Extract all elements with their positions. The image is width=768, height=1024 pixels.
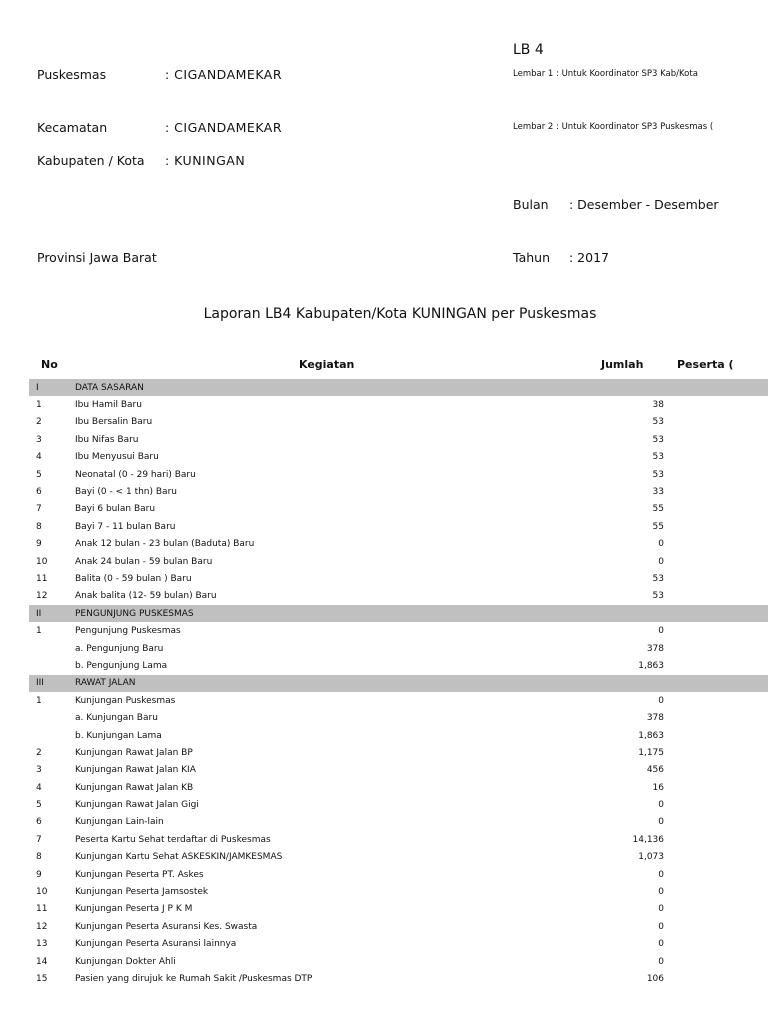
row-kegiatan: Kunjungan Puskesmas (75, 695, 176, 706)
row-jumlah: 378 (646, 713, 664, 724)
row-number: 2 (36, 417, 42, 428)
column-header-jumlah: Jumlah (601, 358, 644, 371)
row-number (29, 709, 75, 726)
row-peserta (664, 762, 768, 779)
row-number: 2 (36, 747, 42, 758)
table-row (29, 692, 768, 709)
row-kegiatan: Ibu Menyusui Baru (75, 452, 159, 463)
table-row (29, 570, 768, 587)
row-number: 11 (36, 573, 48, 584)
kabupaten-value: : KUNINGAN (165, 153, 246, 168)
table-row (29, 640, 768, 657)
table-row (29, 553, 768, 570)
row-number: 10 (36, 887, 48, 898)
row-kegiatan: Peserta Kartu Sehat terdaftar di Puskesmas (75, 834, 271, 845)
row-number: 1 (36, 695, 42, 706)
table-row (29, 536, 768, 553)
row-number: 8 (36, 852, 42, 863)
table-row (29, 831, 768, 848)
row-peserta (664, 675, 768, 692)
row-peserta (664, 866, 768, 883)
row-peserta (664, 883, 768, 900)
table-row (29, 431, 768, 448)
row-peserta (664, 918, 768, 935)
row-jumlah: 53 (652, 452, 664, 463)
row-kegiatan: Kunjungan Rawat Jalan BP (75, 747, 193, 758)
row-jumlah: 456 (646, 765, 664, 776)
row-peserta (664, 657, 768, 674)
bulan-value: : Desember - Desember (569, 197, 719, 212)
table-row (29, 588, 768, 605)
row-jumlah: 55 (652, 521, 664, 532)
row-number: 1 (36, 400, 42, 411)
row-kegiatan: a. Pengunjung Baru (75, 643, 164, 654)
puskesmas-value: : CIGANDAMEKAR (165, 67, 283, 82)
row-kegiatan: Ibu Bersalin Baru (75, 417, 153, 428)
row-peserta (664, 901, 768, 918)
row-kegiatan: Kunjungan Rawat Jalan Gigi (75, 800, 199, 811)
row-number (29, 727, 75, 744)
row-number: 9 (36, 869, 42, 880)
row-kegiatan: Kunjungan Peserta Jamsostek (75, 887, 209, 898)
table-row (29, 883, 768, 900)
column-header-peserta: Peserta ( (677, 358, 734, 371)
row-kegiatan: Bayi (0 - < 1 thn) Baru (75, 487, 177, 498)
table-row (29, 866, 768, 883)
table-row (29, 622, 768, 639)
row-peserta (664, 588, 768, 605)
row-peserta (664, 501, 768, 518)
row-peserta (664, 622, 768, 639)
table-row (29, 849, 768, 866)
row-kegiatan: Pengunjung Puskesmas (75, 626, 181, 637)
row-number: 5 (36, 469, 42, 480)
row-peserta (664, 431, 768, 448)
row-kegiatan: Anak 24 bulan - 59 bulan Baru (75, 556, 213, 567)
row-kegiatan: Kunjungan Dokter Ahli (75, 956, 176, 967)
row-peserta (664, 379, 768, 396)
row-jumlah: 0 (658, 695, 664, 706)
lembar-1-note: Lembar 1 : Untuk Koordinator SP3 Kab/Kota (513, 69, 698, 79)
row-kegiatan: Kunjungan Peserta Asuransi Kes. Swasta (75, 921, 258, 932)
row-peserta (664, 570, 768, 587)
row-peserta (664, 536, 768, 553)
table-row (29, 936, 768, 953)
section-row (29, 675, 768, 692)
row-jumlah: 14,136 (632, 834, 664, 845)
row-jumlah: 1,863 (638, 660, 664, 671)
row-kegiatan: Ibu Hamil Baru (75, 400, 142, 411)
row-jumlah: 53 (652, 417, 664, 428)
row-jumlah: 0 (658, 939, 664, 950)
row-number: 3 (36, 434, 42, 445)
table-row (29, 483, 768, 500)
table-row (29, 501, 768, 518)
table-row (29, 709, 768, 726)
table-row (29, 518, 768, 535)
row-kegiatan: b. Pengunjung Lama (75, 660, 168, 671)
row-jumlah: 1,175 (638, 747, 664, 758)
row-jumlah: 0 (658, 887, 664, 898)
row-number: 7 (36, 504, 42, 515)
row-jumlah: 0 (658, 539, 664, 550)
row-jumlah (575, 605, 664, 622)
row-jumlah: 106 (646, 973, 664, 984)
row-jumlah: 33 (652, 487, 664, 498)
row-peserta (664, 744, 768, 761)
row-number: 7 (36, 834, 42, 845)
row-number: 5 (36, 800, 42, 811)
lb4-data-table (29, 379, 768, 988)
row-number: 8 (36, 521, 42, 532)
tahun-value: : 2017 (569, 250, 609, 265)
row-peserta (664, 466, 768, 483)
row-jumlah (575, 675, 664, 692)
puskesmas-label: Puskesmas (37, 67, 107, 82)
row-kegiatan: RAWAT JALAN (75, 675, 575, 692)
row-number: 3 (36, 765, 42, 776)
table-row (29, 762, 768, 779)
row-peserta (664, 831, 768, 848)
row-number: 10 (36, 556, 48, 567)
report-title: Laporan LB4 Kabupaten/Kota KUNINGAN per Puskesmas (203, 306, 597, 322)
row-peserta (664, 553, 768, 570)
row-number: 4 (36, 452, 42, 463)
table-row (29, 744, 768, 761)
tahun-label: Tahun (513, 250, 550, 265)
row-kegiatan: Bayi 6 bulan Baru (75, 504, 156, 515)
kecamatan-label: Kecamatan (37, 120, 108, 135)
table-row (29, 657, 768, 674)
row-peserta (664, 605, 768, 622)
row-kegiatan: Kunjungan Peserta PT. Askes (75, 869, 204, 880)
kecamatan-value: : CIGANDAMEKAR (165, 120, 283, 135)
row-number: II (29, 605, 75, 622)
row-number: 4 (36, 782, 42, 793)
row-number: 6 (36, 817, 42, 828)
row-number: 9 (36, 539, 42, 550)
row-number: I (29, 379, 75, 396)
row-number: 12 (36, 921, 48, 932)
row-kegiatan: Kunjungan Kartu Sehat ASKESKIN/JAMKESMAS (75, 852, 283, 863)
row-number: 14 (36, 956, 48, 967)
row-kegiatan: Kunjungan Lain-lain (75, 817, 164, 828)
table-row (29, 901, 768, 918)
row-kegiatan: Kunjungan Rawat Jalan KIA (75, 765, 196, 776)
row-jumlah: 0 (658, 556, 664, 567)
table-row (29, 918, 768, 935)
row-jumlah: 53 (652, 434, 664, 445)
row-kegiatan: Balita (0 - 59 bulan ) Baru (75, 573, 192, 584)
row-jumlah: 55 (652, 504, 664, 515)
section-row (29, 379, 768, 396)
row-peserta (664, 849, 768, 866)
provinsi-label: Provinsi Jawa Barat (37, 250, 157, 265)
column-header-no: No (41, 358, 58, 371)
row-kegiatan: Kunjungan Peserta Asuransi lainnya (75, 939, 237, 950)
row-jumlah: 0 (658, 800, 664, 811)
row-number: 11 (36, 904, 48, 915)
doc-code: LB 4 (513, 42, 544, 58)
row-number (29, 640, 75, 657)
row-kegiatan: Anak 12 bulan - 23 bulan (Baduta) Baru (75, 539, 255, 550)
column-header-kegiatan: Kegiatan (299, 358, 355, 371)
lembar-2-note: Lembar 2 : Untuk Koordinator SP3 Puskesmas ( (513, 122, 714, 132)
row-kegiatan: Neonatal (0 - 29 hari) Baru (75, 469, 196, 480)
row-peserta (664, 414, 768, 431)
table-row (29, 396, 768, 413)
row-peserta (664, 692, 768, 709)
row-peserta (664, 953, 768, 970)
row-number: 1 (36, 626, 42, 637)
section-row (29, 605, 768, 622)
row-peserta (664, 640, 768, 657)
table-row (29, 953, 768, 970)
row-kegiatan: a. Kunjungan Baru (75, 713, 158, 724)
row-jumlah: 378 (646, 643, 664, 654)
row-number (29, 657, 75, 674)
table-row (29, 727, 768, 744)
row-kegiatan: Kunjungan Rawat Jalan KB (75, 782, 194, 793)
row-number: III (29, 675, 75, 692)
row-peserta (664, 779, 768, 796)
table-row (29, 970, 768, 987)
table-row (29, 449, 768, 466)
table-row (29, 796, 768, 813)
row-peserta (664, 936, 768, 953)
row-peserta (664, 796, 768, 813)
row-jumlah: 0 (658, 904, 664, 915)
table-row (29, 779, 768, 796)
row-peserta (664, 518, 768, 535)
row-kegiatan: b. Kunjungan Lama (75, 730, 162, 741)
row-number: 6 (36, 487, 42, 498)
row-jumlah: 53 (652, 573, 664, 584)
row-peserta (664, 449, 768, 466)
row-peserta (664, 396, 768, 413)
row-kegiatan: Pasien yang dirujuk ke Rumah Sakit /Puskesmas DTP (75, 973, 313, 984)
row-jumlah: 0 (658, 626, 664, 637)
row-kegiatan: DATA SASARAN (75, 379, 575, 396)
table-row (29, 466, 768, 483)
row-jumlah (575, 379, 664, 396)
row-number: 13 (36, 939, 48, 950)
row-jumlah: 53 (652, 591, 664, 602)
row-number: 15 (36, 973, 48, 984)
row-peserta (664, 727, 768, 744)
row-kegiatan: Kunjungan Peserta J P K M (75, 904, 193, 915)
kabupaten-label: Kabupaten / Kota (37, 153, 145, 168)
row-jumlah: 1,073 (638, 852, 664, 863)
row-jumlah: 0 (658, 921, 664, 932)
row-jumlah: 53 (652, 469, 664, 480)
row-jumlah: 0 (658, 817, 664, 828)
table-row (29, 814, 768, 831)
row-jumlah: 0 (658, 869, 664, 880)
row-kegiatan: Ibu Nifas Baru (75, 434, 139, 445)
row-kegiatan: PENGUNJUNG PUSKESMAS (75, 605, 575, 622)
row-peserta (664, 709, 768, 726)
row-jumlah: 38 (652, 400, 664, 411)
row-jumlah: 1,863 (638, 730, 664, 741)
row-number: 12 (36, 591, 48, 602)
row-jumlah: 0 (658, 956, 664, 967)
row-peserta (664, 814, 768, 831)
row-kegiatan: Bayi 7 - 11 bulan Baru (75, 521, 176, 532)
row-jumlah: 16 (652, 782, 664, 793)
row-peserta (664, 483, 768, 500)
row-peserta (664, 970, 768, 987)
row-kegiatan: Anak balita (12- 59 bulan) Baru (75, 591, 217, 602)
table-row (29, 414, 768, 431)
bulan-label: Bulan (513, 197, 549, 212)
